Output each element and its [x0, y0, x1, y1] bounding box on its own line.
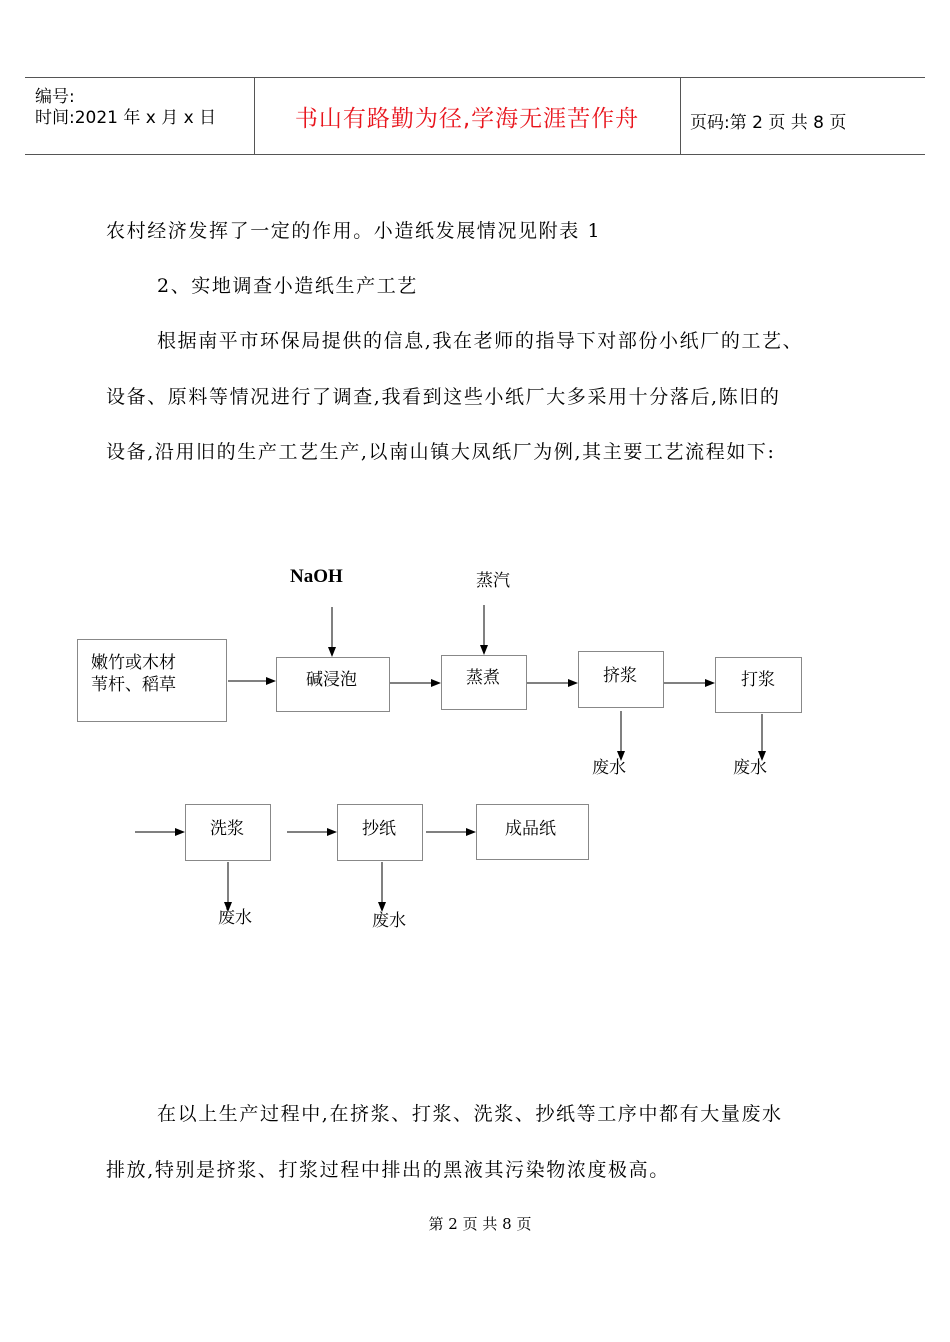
header-page-label: 页码:第 2 页 共 8 页 — [690, 113, 847, 133]
wastewater-label: 废水 — [218, 908, 252, 928]
beating-label: 打浆 — [741, 670, 775, 690]
raw-material-label-line1: 嫩竹或木材 — [91, 653, 176, 673]
squeeze-label: 挤浆 — [603, 666, 637, 686]
body-text-line: 排放,特别是挤浆、打浆过程中排出的黑液其污染物浓度极高。 — [106, 1159, 670, 1181]
washing-label: 洗浆 — [210, 819, 244, 839]
document-number-label: 编号: — [35, 87, 75, 107]
wastewater-label: 废水 — [733, 758, 767, 778]
cooking-label: 蒸煮 — [466, 668, 500, 688]
header-motto: 书山有路勤为径,学海无涯苦作舟 — [294, 106, 640, 132]
papermaking-label: 抄纸 — [362, 819, 396, 839]
body-text-line: 设备、原料等情况进行了调查,我看到这些小纸厂大多采用十分落后,陈旧的 — [106, 386, 781, 408]
body-text-line: 设备,沿用旧的生产工艺生产,以南山镇大凤纸厂为例,其主要工艺流程如下: — [106, 441, 776, 463]
steam-input-label: 蒸汽 — [476, 571, 510, 591]
finished-paper-label: 成品纸 — [505, 819, 556, 839]
raw-material-label-line2: 苇杆、稻草 — [91, 675, 176, 695]
naoh-input-label: NaOH — [290, 566, 343, 587]
section-title: 2、实地调查小造纸生产工艺 — [157, 275, 418, 297]
body-text-line: 在以上生产过程中,在挤浆、打浆、洗浆、抄纸等工序中都有大量废水 — [157, 1103, 783, 1125]
page-footer: 第 2 页 共 8 页 — [428, 1215, 532, 1233]
body-text-line: 农村经济发挥了一定的作用。小造纸发展情况见附表 1 — [106, 220, 602, 242]
wastewater-label: 废水 — [372, 911, 406, 931]
alkali-soak-label: 碱浸泡 — [306, 670, 357, 690]
wastewater-label: 废水 — [592, 758, 626, 778]
body-text-line: 根据南平市环保局提供的信息,我在老师的指导下对部份小纸厂的工艺、 — [157, 330, 804, 352]
document-time-label: 时间:2021 年 x 月 x 日 — [35, 108, 217, 128]
